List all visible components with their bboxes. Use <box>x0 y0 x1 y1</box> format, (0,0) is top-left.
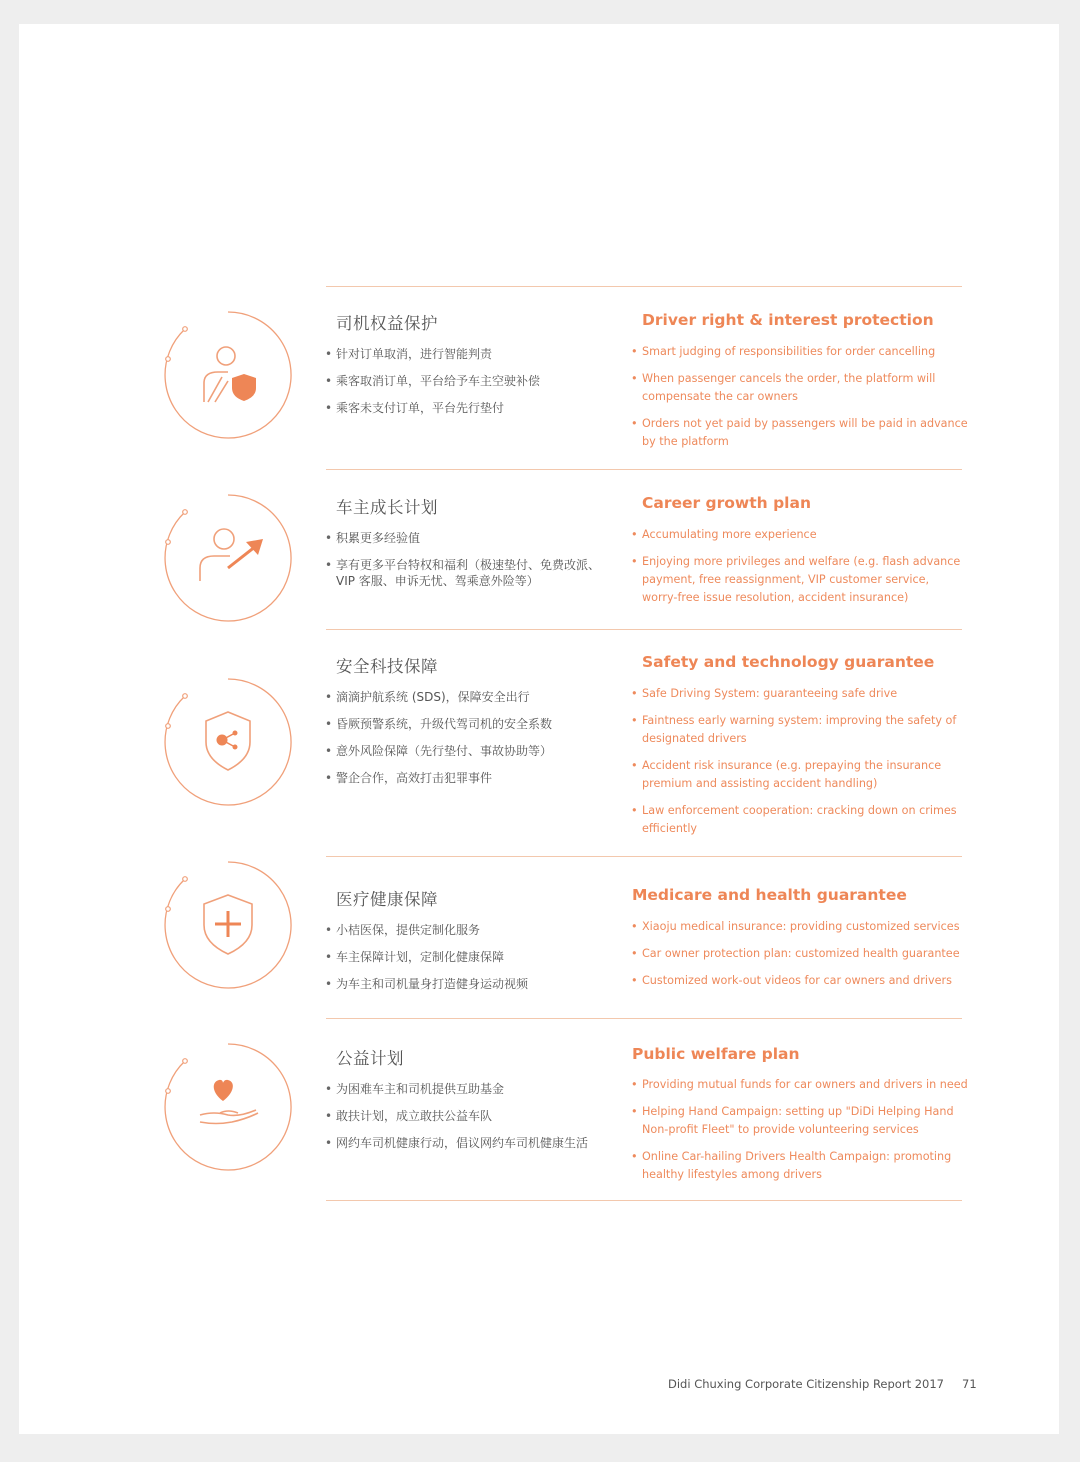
en-bullet-list <box>628 343 968 460</box>
list-item: • 乘客取消订单，平台给予车主空驶补偿 <box>325 374 541 388</box>
list-item: • Law enforcement cooperation: cracking down on crimes efficiently <box>631 804 957 835</box>
hand-heart-icon <box>158 1037 298 1177</box>
list-item: • 网约车司机健康行动，倡议网约车司机健康生活 <box>325 1136 589 1150</box>
list-item: • 享有更多平台特权和福利（极速垫付、免费改派、VIP 客服、申诉无忧、驾乘意外险等） <box>325 558 601 588</box>
section-en-title: Safety and technology guarantee <box>642 653 935 671</box>
section-zh-title: 司机权益保护 <box>336 314 438 333</box>
page-footer <box>668 1377 977 1391</box>
list-item: • Customized work-out videos for car owners and drivers <box>631 974 952 987</box>
list-item: • Online Car-hailing Drivers Health Campaign: promoting healthy lifestyles among drivers <box>631 1150 952 1181</box>
section-zh-title: 安全科技保障 <box>336 657 438 676</box>
zh-bullet-list <box>322 1081 612 1162</box>
list-item: • 敢扶计划，成立敢扶公益车队 <box>325 1109 493 1123</box>
en-bullet-list <box>628 526 968 616</box>
section-en-title: Public welfare plan <box>632 1045 800 1063</box>
list-item: • 积累更多经验值 <box>325 531 421 545</box>
divider-rule <box>326 469 962 470</box>
medical-cross-shield-icon <box>158 855 298 995</box>
zh-bullet-list <box>322 530 612 600</box>
list-item: • Car owner protection plan: customized health guarantee <box>631 947 960 960</box>
list-item: • Helping Hand Campaign: setting up "DiDi Helping Hand Non-profit Fleet" to provide volunteering services <box>631 1105 954 1136</box>
zh-bullet-list <box>322 689 612 797</box>
divider-rule <box>326 629 962 630</box>
list-item: • Safe Driving System: guaranteeing safe drive <box>631 687 898 700</box>
divider-rule <box>326 286 962 287</box>
en-bullet-list <box>628 918 968 999</box>
list-item: • 小桔医保，提供定制化服务 <box>325 923 481 937</box>
divider-rule <box>326 856 962 857</box>
list-item: • 为困难车主和司机提供互助基金 <box>325 1082 505 1096</box>
list-item: • 昏厥预警系统，升级代驾司机的安全系数 <box>325 717 553 731</box>
list-item: • 针对订单取消，进行智能判责 <box>325 347 493 361</box>
list-item: • 车主保障计划，定制化健康保障 <box>325 950 505 964</box>
page-number: 71 <box>962 1377 977 1391</box>
list-item: • Providing mutual funds for car owners and drivers in need <box>631 1078 968 1091</box>
en-bullet-list <box>628 685 968 847</box>
list-item: • 为车主和司机量身打造健身运动视频 <box>325 977 529 991</box>
zh-bullet-list <box>322 922 612 1003</box>
section-zh-title: 车主成长计划 <box>336 498 438 517</box>
section-en-title: Driver right & interest protection <box>642 311 934 329</box>
safety-tech-shield-icon <box>158 672 298 812</box>
person-growth-arrow-icon <box>158 488 298 628</box>
section-en-title: Career growth plan <box>642 494 811 512</box>
list-item: • Enjoying more privileges and welfare (e.g. flash advance payment, free reassignment, VIP customer service, worry-free issue resolution, accident insurance) <box>631 555 961 604</box>
list-item: • 警企合作，高效打击犯罪事件 <box>325 771 493 785</box>
driver-shield-icon <box>158 305 298 445</box>
list-item: • Xiaoju medical insurance: providing customized services <box>631 920 960 933</box>
report-title: Didi Chuxing Corporate Citizenship Report 2017 <box>668 1377 944 1391</box>
en-bullet-list <box>628 1076 968 1193</box>
list-item: • 意外风险保障（先行垫付、事故协助等） <box>325 744 553 758</box>
list-item: • 乘客未支付订单，平台先行垫付 <box>325 401 505 415</box>
section-zh-title: 医疗健康保障 <box>336 890 438 909</box>
list-item: • Accumulating more experience <box>631 528 817 541</box>
list-item: • Smart judging of responsibilities for order cancelling <box>631 345 936 358</box>
list-item: • 滴滴护航系统 (SDS)，保障安全出行 <box>325 690 530 704</box>
list-item: • Accident risk insurance (e.g. prepaying the insurance premium and assisting accident handling) <box>631 759 942 790</box>
section-zh-title: 公益计划 <box>336 1049 404 1068</box>
divider-rule <box>326 1200 962 1201</box>
section-en-title: Medicare and health guarantee <box>632 886 907 904</box>
list-item: • Faintness early warning system: improving the safety of designated drivers <box>631 714 957 745</box>
list-item: • When passenger cancels the order, the platform will compensate the car owners <box>631 372 936 403</box>
list-item: • Orders not yet paid by passengers will be paid in advance by the platform <box>631 417 968 448</box>
divider-rule <box>326 1018 962 1019</box>
zh-bullet-list <box>322 346 612 427</box>
